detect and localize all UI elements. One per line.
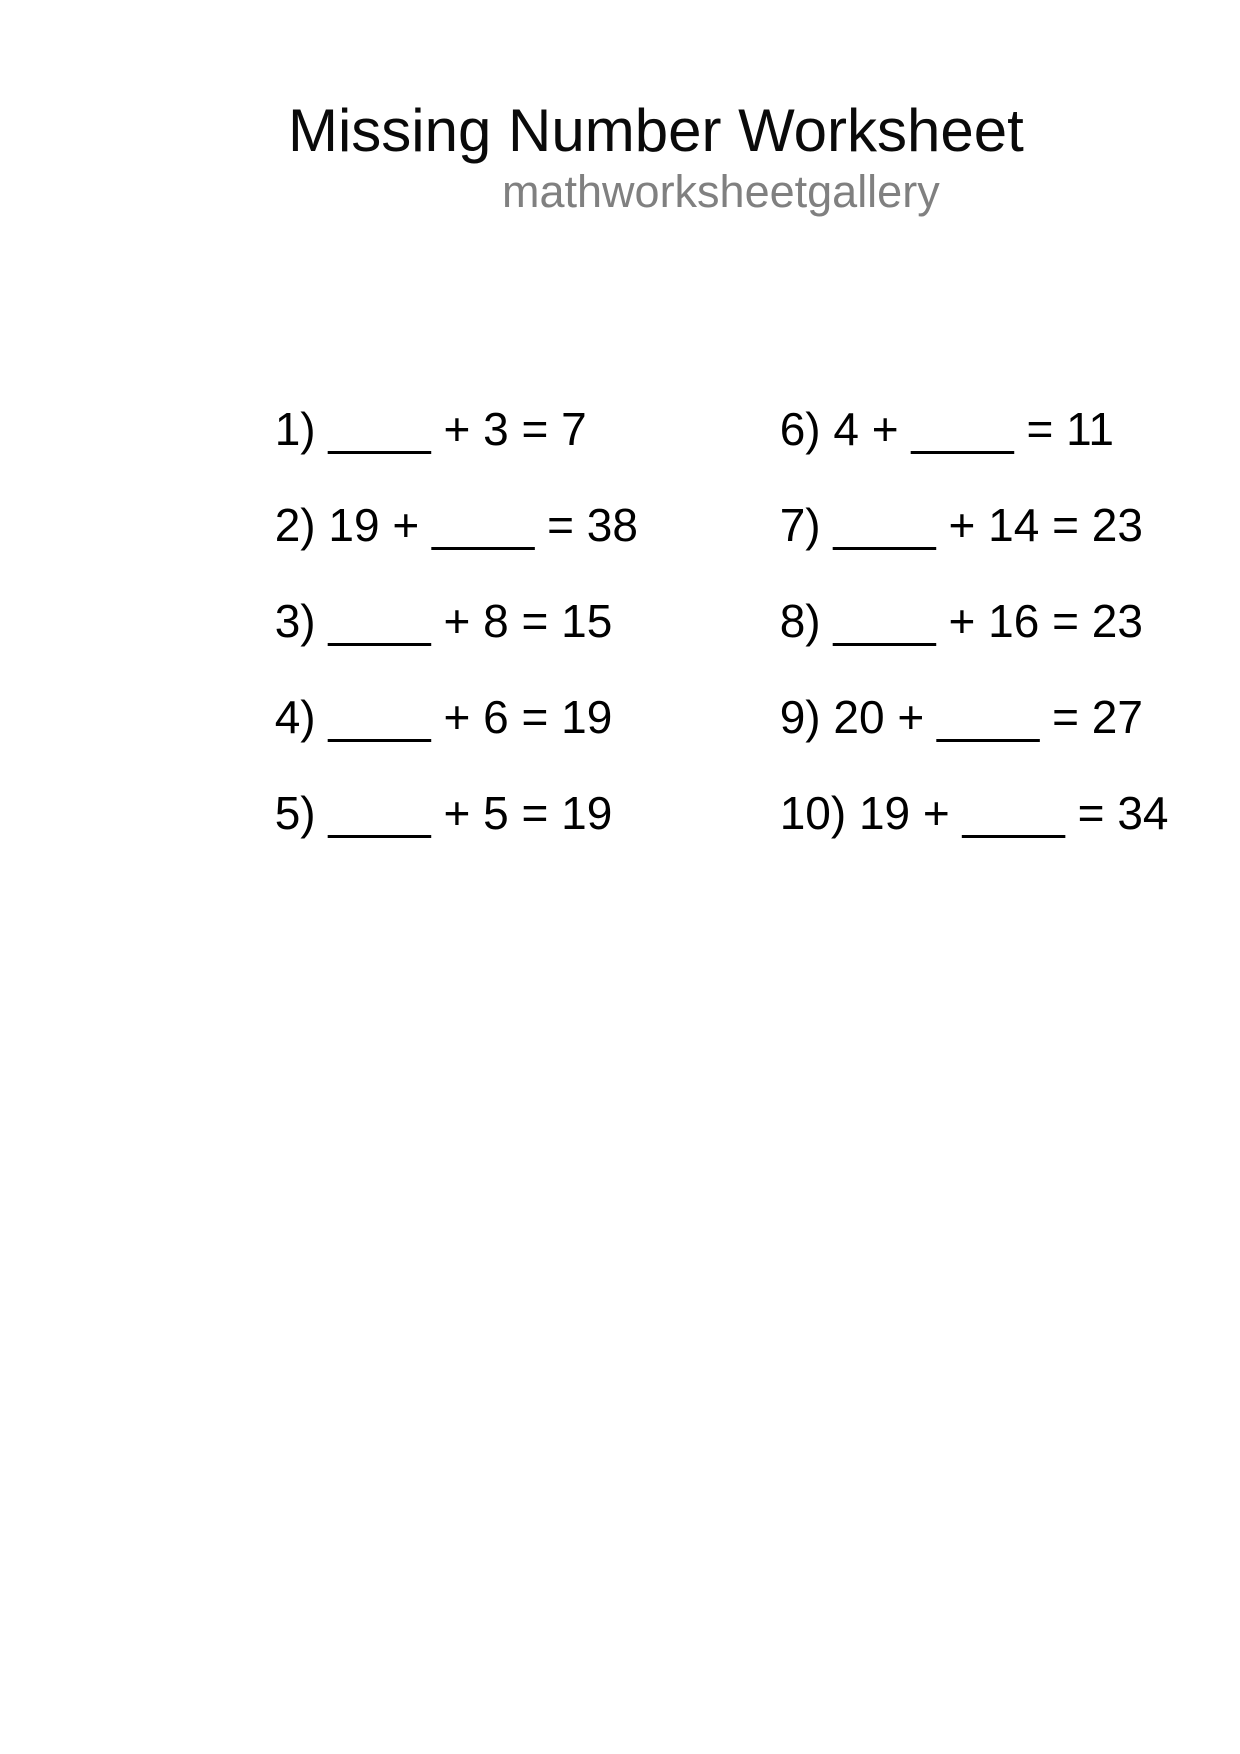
problem-number: 3) — [274, 595, 329, 647]
problem-number: 9) — [779, 691, 834, 743]
answer-blank: ____ — [962, 787, 1065, 839]
problem-text-before: 19 + — [858, 787, 963, 839]
problem-text-after: + 8 = 15 — [430, 595, 613, 647]
problems-column-right — [703, 351, 1169, 839]
problem-number: 2) — [274, 499, 329, 551]
answer-blank: ____ — [431, 499, 535, 551]
problem-number: 10) — [779, 787, 859, 839]
problem-text-after: + 16 = 23 — [935, 595, 1143, 647]
problem-number: 4) — [274, 691, 329, 743]
problem-text-after: + 6 = 19 — [430, 691, 613, 743]
problem-text-before: 20 + — [833, 691, 937, 743]
page-title: Missing Number Worksheet — [288, 97, 1024, 164]
problem-number: 5) — [274, 787, 329, 839]
problems-column-left — [198, 351, 638, 839]
problem-6 — [703, 351, 1168, 455]
answer-blank: ____ — [833, 595, 936, 647]
problem-number: 1) — [274, 403, 329, 455]
problem-text-after: + 14 = 23 — [935, 499, 1143, 551]
problem-text-after: = 34 — [1064, 787, 1169, 839]
problem-text-after: = 11 — [1013, 403, 1114, 455]
answer-blank: ____ — [328, 787, 431, 839]
problem-text-after: = 27 — [1039, 691, 1143, 743]
page-subtitle: mathworksheetgallery — [502, 166, 940, 217]
answer-blank: ____ — [328, 403, 431, 455]
problem-number: 7) — [779, 499, 834, 551]
answer-blank: ____ — [833, 499, 936, 551]
problem-text-before: 4 + — [833, 403, 912, 455]
problem-text-after: = 38 — [534, 499, 638, 551]
problem-number: 8) — [779, 595, 834, 647]
problem-text-after: + 3 = 7 — [430, 403, 587, 455]
problem-1 — [198, 351, 638, 455]
problem-text-before: 19 + — [328, 499, 432, 551]
answer-blank: ____ — [911, 403, 1014, 455]
problem-number: 6) — [779, 403, 834, 455]
answer-blank: ____ — [328, 691, 431, 743]
answer-blank: ____ — [936, 691, 1040, 743]
problem-text-after: + 5 = 19 — [430, 787, 613, 839]
answer-blank: ____ — [328, 595, 431, 647]
